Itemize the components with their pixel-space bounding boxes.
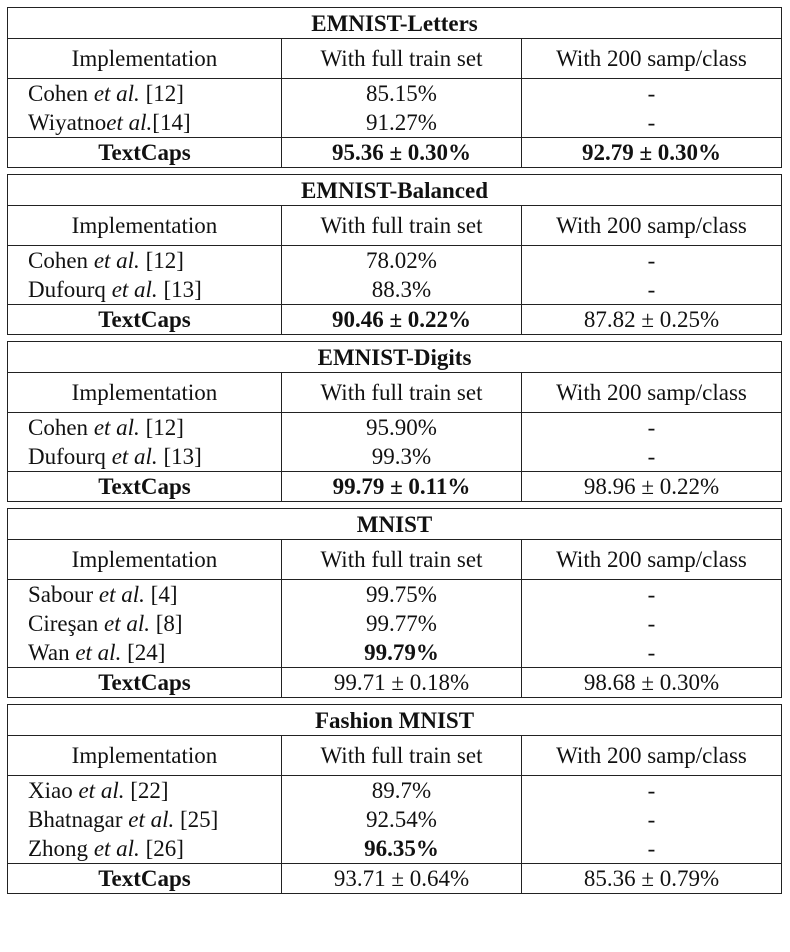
column-header-implementation: Implementation (8, 39, 282, 79)
samples-accuracy: - (522, 805, 782, 834)
full-train-accuracy: 99.79% (282, 638, 522, 668)
column-header-200-samples: With 200 samp/class (522, 540, 782, 580)
et-al: et al. (104, 611, 151, 636)
column-header-implementation: Implementation (8, 373, 282, 413)
implementation-name (8, 108, 282, 138)
samples-accuracy: - (522, 108, 782, 138)
dataset-title: EMNIST-Digits (8, 342, 782, 373)
citation-ref: [26] (139, 836, 184, 861)
et-al: et al. (106, 110, 153, 135)
column-header-200-samples: With 200 samp/class (522, 736, 782, 776)
column-header-full-train: With full train set (282, 373, 522, 413)
column-header-200-samples: With 200 samp/class (522, 206, 782, 246)
textcaps-label: TextCaps (8, 864, 282, 894)
implementation-name (8, 834, 282, 864)
samples-accuracy: - (522, 275, 782, 305)
et-al: et al. (93, 415, 140, 440)
textcaps-samples-accuracy: 98.68 ± 0.30% (522, 668, 782, 698)
textcaps-row (8, 305, 782, 335)
results-table (7, 508, 782, 698)
table-row (8, 834, 782, 864)
textcaps-samples-accuracy: 92.79 ± 0.30% (522, 138, 782, 168)
citation-ref: [8] (150, 611, 183, 636)
citation-ref: [14] (152, 110, 191, 135)
table-row (8, 776, 782, 806)
implementation-name (8, 442, 282, 472)
column-header-implementation: Implementation (8, 540, 282, 580)
samples-accuracy: - (522, 638, 782, 668)
textcaps-full-accuracy: 90.46 ± 0.22% (282, 305, 522, 335)
implementation-name (8, 79, 282, 109)
implementation-name (8, 246, 282, 276)
author-name: Cohen (28, 415, 89, 440)
textcaps-full-accuracy: 99.71 ± 0.18% (282, 668, 522, 698)
citation-ref: [25] (174, 807, 219, 832)
samples-accuracy: - (522, 834, 782, 864)
column-header-full-train: With full train set (282, 736, 522, 776)
citation-ref: [13] (157, 444, 202, 469)
full-train-accuracy: 78.02% (282, 246, 522, 276)
et-al: et al. (93, 836, 140, 861)
citation-ref: [22] (124, 778, 169, 803)
et-al: et al. (78, 778, 125, 803)
et-al: et al. (128, 807, 175, 832)
samples-accuracy: - (522, 776, 782, 806)
table-row (8, 442, 782, 472)
author-name: Dufourq (28, 444, 106, 469)
textcaps-full-accuracy: 99.79 ± 0.11% (282, 472, 522, 502)
column-header-implementation: Implementation (8, 736, 282, 776)
table-row (8, 79, 782, 109)
author-name: Cireşan (28, 611, 99, 636)
et-al: et al. (98, 582, 145, 607)
citation-ref: [12] (139, 415, 184, 440)
author-name: Wiyatno (28, 110, 107, 135)
author-name: Cohen (28, 248, 89, 273)
samples-accuracy: - (522, 609, 782, 638)
citation-ref: [12] (139, 81, 184, 106)
full-train-accuracy: 85.15% (282, 79, 522, 109)
implementation-name (8, 609, 282, 638)
dataset-title: Fashion MNIST (8, 705, 782, 736)
header-row (8, 373, 782, 413)
et-al: et al. (93, 81, 140, 106)
column-header-full-train: With full train set (282, 39, 522, 79)
dataset-title: EMNIST-Balanced (8, 175, 782, 206)
author-name: Dufourq (28, 277, 106, 302)
citation-ref: [12] (139, 248, 184, 273)
textcaps-row (8, 864, 782, 894)
full-train-accuracy: 96.35% (282, 834, 522, 864)
full-train-accuracy: 99.77% (282, 609, 522, 638)
samples-accuracy: - (522, 79, 782, 109)
textcaps-row (8, 668, 782, 698)
table-row (8, 805, 782, 834)
full-train-accuracy: 88.3% (282, 275, 522, 305)
textcaps-label: TextCaps (8, 138, 282, 168)
full-train-accuracy: 89.7% (282, 776, 522, 806)
table-row (8, 275, 782, 305)
header-row (8, 540, 782, 580)
table-row (8, 609, 782, 638)
textcaps-full-accuracy: 95.36 ± 0.30% (282, 138, 522, 168)
header-row (8, 206, 782, 246)
samples-accuracy: - (522, 442, 782, 472)
citation-ref: [13] (157, 277, 202, 302)
et-al: et al. (111, 277, 158, 302)
column-header-200-samples: With 200 samp/class (522, 373, 782, 413)
textcaps-label: TextCaps (8, 305, 282, 335)
header-row (8, 39, 782, 79)
table-row (8, 580, 782, 610)
samples-accuracy: - (522, 246, 782, 276)
dataset-title: MNIST (8, 509, 782, 540)
author-name: Zhong (28, 836, 89, 861)
results-table (7, 7, 782, 168)
textcaps-row (8, 472, 782, 502)
column-header-200-samples: With 200 samp/class (522, 39, 782, 79)
et-al: et al. (111, 444, 158, 469)
full-train-accuracy: 91.27% (282, 108, 522, 138)
results-table (7, 704, 782, 894)
samples-accuracy: - (522, 413, 782, 443)
textcaps-samples-accuracy: 98.96 ± 0.22% (522, 472, 782, 502)
implementation-name (8, 805, 282, 834)
full-train-accuracy: 92.54% (282, 805, 522, 834)
results-table (7, 341, 782, 502)
header-row (8, 736, 782, 776)
table-row (8, 108, 782, 138)
citation-ref: [4] (144, 582, 178, 607)
results-table (7, 174, 782, 335)
textcaps-label: TextCaps (8, 472, 282, 502)
column-header-full-train: With full train set (282, 206, 522, 246)
implementation-name (8, 638, 282, 668)
author-name: Wan (28, 640, 70, 665)
et-al: et al. (93, 248, 140, 273)
implementation-name (8, 413, 282, 443)
author-name: Sabour (28, 582, 94, 607)
table-row (8, 638, 782, 668)
textcaps-samples-accuracy: 87.82 ± 0.25% (522, 305, 782, 335)
implementation-name (8, 776, 282, 806)
column-header-full-train: With full train set (282, 540, 522, 580)
samples-accuracy: - (522, 580, 782, 610)
citation-ref: [24] (121, 640, 166, 665)
textcaps-row (8, 138, 782, 168)
table-row (8, 413, 782, 443)
implementation-name (8, 275, 282, 305)
table-row (8, 246, 782, 276)
implementation-name (8, 580, 282, 610)
et-al: et al. (75, 640, 122, 665)
full-train-accuracy: 95.90% (282, 413, 522, 443)
author-name: Cohen (28, 81, 89, 106)
author-name: Xiao (28, 778, 73, 803)
column-header-implementation: Implementation (8, 206, 282, 246)
dataset-title: EMNIST-Letters (8, 8, 782, 39)
textcaps-label: TextCaps (8, 668, 282, 698)
textcaps-full-accuracy: 93.71 ± 0.64% (282, 864, 522, 894)
textcaps-samples-accuracy: 85.36 ± 0.79% (522, 864, 782, 894)
full-train-accuracy: 99.3% (282, 442, 522, 472)
results-tables (7, 7, 781, 900)
full-train-accuracy: 99.75% (282, 580, 522, 610)
author-name: Bhatnagar (28, 807, 123, 832)
